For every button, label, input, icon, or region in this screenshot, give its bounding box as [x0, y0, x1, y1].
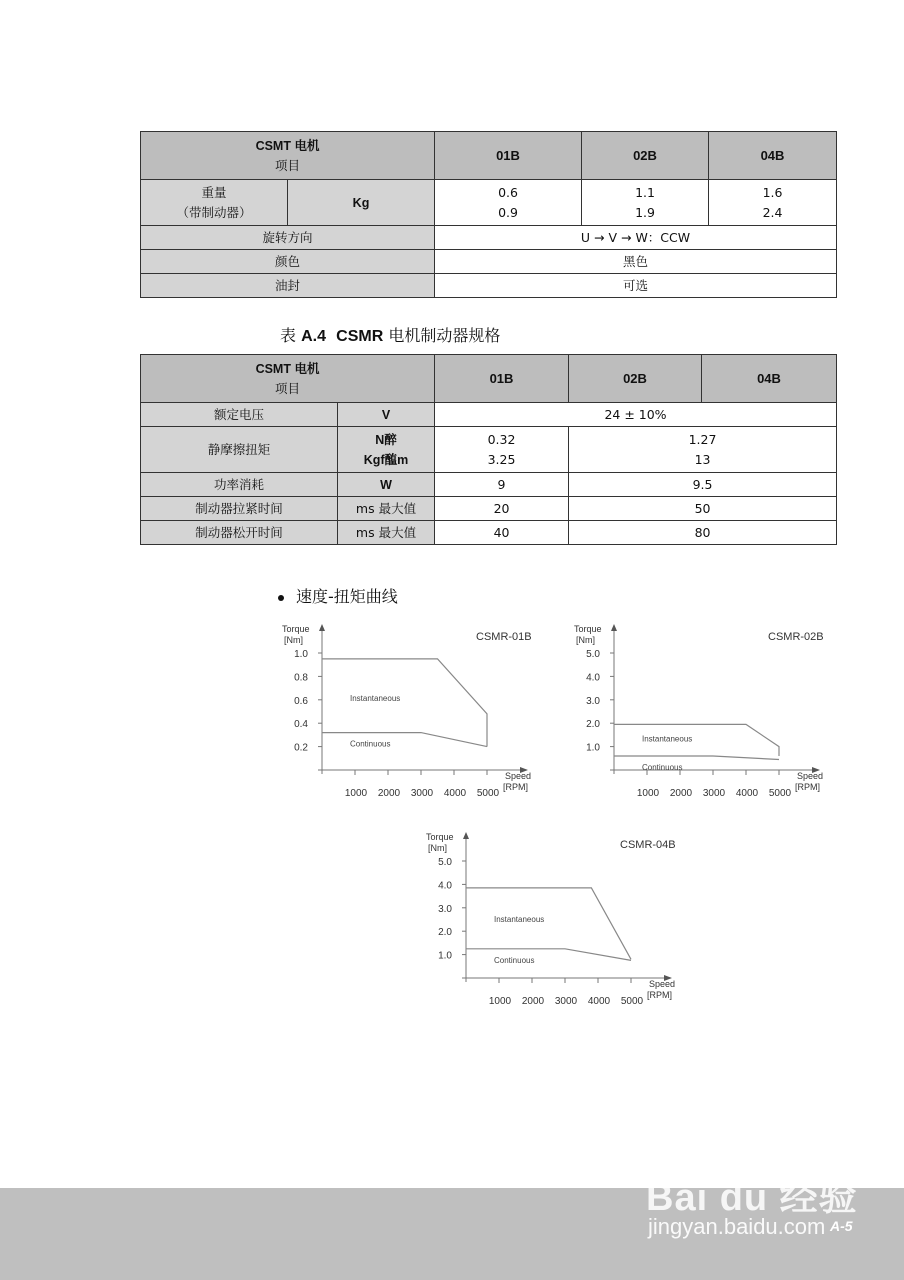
series-line-continuous — [466, 949, 631, 961]
section-heading — [278, 584, 398, 607]
seal-value: 可选 — [435, 274, 837, 298]
chart-title: CSMR-01B — [476, 631, 532, 643]
x-tick-label: 2000 — [669, 788, 693, 799]
series-line-instantaneous — [614, 724, 779, 756]
weight-04b-v2: 2.4 — [762, 204, 783, 220]
release-time-label: 制动器松开时间 — [141, 521, 338, 545]
color-label: 颜色 — [141, 250, 435, 274]
static-torque-unit-2: Kgf醢m — [363, 452, 409, 467]
y-axis-arrow — [611, 624, 617, 631]
pull-time-02b-04b: 50 — [569, 497, 837, 521]
weight-unit: Kg — [288, 180, 435, 226]
brake-spec-table — [140, 354, 837, 545]
y-tick-label: 1.0 — [294, 649, 308, 660]
weight-label: 重量 — [201, 184, 227, 200]
y-tick-label: 1.0 — [586, 742, 600, 754]
header2-model-01b: 01B — [435, 355, 569, 403]
voltage-label: 额定电压 — [141, 403, 338, 427]
caption-model: CSMR — [336, 328, 384, 345]
motor-spec-table — [140, 131, 837, 298]
x-tick-label: 2000 — [377, 788, 401, 799]
release-time-01b: 40 — [435, 521, 569, 545]
watermark-url: jingyan.baidu.com — [648, 1214, 826, 1239]
weight-01b-v1: 0.6 — [498, 184, 518, 200]
x-axis-label: Speed — [505, 771, 532, 781]
header2-item-cell — [141, 355, 435, 403]
static-torque-unit-1: N醉 — [375, 432, 397, 447]
chart-csmr-02b — [570, 618, 840, 803]
y-tick-label: 0.4 — [294, 719, 308, 731]
page-number: A-5 — [830, 1218, 853, 1234]
series-line-continuous — [322, 733, 487, 747]
power-01b: 9 — [435, 473, 569, 497]
x-tick-label: 3000 — [702, 788, 726, 799]
y-axis-arrow — [319, 624, 325, 631]
power-02b-04b: 9.5 — [569, 473, 837, 497]
y-axis-unit: [Nm] — [576, 635, 595, 645]
x-tick-label: 1000 — [636, 788, 660, 799]
header2-model-04b: 04B — [702, 355, 837, 403]
static-torque-label: 静摩擦扭矩 — [141, 427, 338, 473]
weight-label-note: （带制动器） — [176, 204, 252, 220]
pull-time-01b: 20 — [435, 497, 569, 521]
voltage-unit: V — [338, 403, 435, 427]
x-axis-unit: [RPM] — [795, 782, 821, 792]
y-tick-label: 0.2 — [294, 742, 308, 754]
series-line-continuous — [614, 756, 779, 760]
release-time-02b-04b: 80 — [569, 521, 837, 545]
header-model-02b: 02B — [582, 132, 709, 180]
section-title: 速度-扭矩曲线 — [296, 587, 398, 606]
header2-motor: CSMT 电机 — [255, 361, 320, 376]
y-tick-label: 4.0 — [438, 880, 452, 892]
header2-model-02b: 02B — [569, 355, 702, 403]
y-tick-label: 0.6 — [294, 695, 308, 707]
static-torque-01b-v1: 0.32 — [487, 431, 516, 447]
pull-time-unit-text: ms 最大值 — [355, 500, 417, 516]
color-value: 黑色 — [435, 250, 837, 274]
header-motor: CSMT 电机 — [255, 138, 320, 153]
x-axis-label: Speed — [797, 771, 824, 781]
caption-rest: 电机制动器规格 — [383, 326, 501, 345]
x-tick-label: 1000 — [344, 788, 368, 799]
static-torque-01b — [435, 427, 569, 473]
weight-02b — [582, 180, 709, 226]
y-axis-label: Torque — [426, 832, 454, 842]
table-caption — [280, 323, 500, 346]
weight-04b-v1: 1.6 — [762, 184, 783, 200]
header2-item-label: 项目 — [275, 380, 301, 396]
weight-01b — [435, 180, 582, 226]
static-torque-02b-v2: 13 — [694, 451, 711, 467]
series-label-continuous: Continuous — [642, 762, 683, 772]
y-axis-unit: [Nm] — [428, 843, 447, 853]
y-tick-label: 5.0 — [438, 857, 452, 868]
pull-time-label: 制动器拉紧时间 — [141, 497, 338, 521]
header-model-04b: 04B — [709, 132, 837, 180]
header-model-01b: 01B — [435, 132, 582, 180]
header-item-label: 项目 — [275, 157, 301, 173]
y-tick-label: 4.0 — [586, 672, 600, 684]
static-torque-02b-04b — [569, 427, 837, 473]
y-axis-label: Torque — [574, 624, 602, 634]
x-tick-label: 5000 — [768, 788, 792, 799]
seal-label: 油封 — [141, 274, 435, 298]
x-tick-label: 3000 — [410, 788, 434, 799]
weight-02b-v1: 1.1 — [635, 184, 655, 200]
pull-time-unit — [338, 497, 435, 521]
header-item-cell — [141, 132, 435, 180]
watermark-brand: Bai du 经验 — [646, 1177, 858, 1219]
x-tick-label: 5000 — [476, 788, 500, 799]
y-tick-label: 5.0 — [586, 649, 600, 660]
caption-prefix: 表 — [280, 326, 302, 345]
static-torque-units — [338, 427, 435, 473]
chart-title: CSMR-04B — [620, 839, 676, 851]
y-tick-label: 1.0 — [438, 950, 452, 962]
x-axis-label: Speed — [649, 979, 676, 989]
x-tick-label: 3000 — [554, 996, 578, 1007]
static-torque-02b-v1: 1.27 — [688, 431, 717, 447]
release-time-unit — [338, 521, 435, 545]
caption-number: A.4 — [301, 328, 326, 345]
series-line-instantaneous — [322, 659, 487, 747]
rotation-value: U → V → W：CCW — [435, 226, 837, 250]
x-tick-label: 5000 — [620, 996, 644, 1007]
weight-01b-v2: 0.9 — [498, 204, 518, 220]
y-axis-unit: [Nm] — [284, 635, 303, 645]
y-tick-label: 3.0 — [438, 903, 452, 915]
chart-csmr-04b — [422, 826, 692, 1011]
y-axis-arrow — [463, 832, 469, 839]
x-tick-label: 4000 — [735, 788, 759, 799]
bullet-dot — [278, 595, 284, 601]
x-tick-label: 4000 — [443, 788, 467, 799]
weight-label-cell — [141, 180, 288, 226]
rotation-label: 旋转方向 — [141, 226, 435, 250]
weight-02b-v2: 1.9 — [635, 204, 655, 220]
y-axis-label: Torque — [282, 624, 310, 634]
x-tick-label: 2000 — [521, 996, 545, 1007]
chart-csmr-01b — [278, 618, 548, 803]
x-axis-unit: [RPM] — [647, 990, 673, 1000]
y-tick-label: 3.0 — [586, 695, 600, 707]
x-tick-label: 4000 — [587, 996, 611, 1007]
series-label-continuous: Continuous — [350, 739, 391, 749]
weight-04b — [709, 180, 837, 226]
x-tick-label: 1000 — [488, 996, 512, 1007]
series-label-instantaneous: Instantaneous — [494, 915, 545, 925]
x-axis-unit: [RPM] — [503, 782, 529, 792]
y-tick-label: 0.8 — [294, 672, 308, 684]
release-time-unit-text: ms 最大值 — [355, 524, 417, 540]
y-tick-label: 2.0 — [586, 719, 600, 731]
series-label-continuous: Continuous — [494, 955, 535, 965]
power-label: 功率消耗 — [141, 473, 338, 497]
voltage-value: 24 ± 10% — [435, 403, 837, 427]
y-tick-label: 2.0 — [438, 927, 452, 939]
series-label-instantaneous: Instantaneous — [350, 694, 401, 704]
static-torque-01b-v2: 3.25 — [487, 451, 516, 467]
power-unit: W — [338, 473, 435, 497]
series-label-instantaneous: Instantaneous — [642, 734, 693, 744]
chart-title: CSMR-02B — [768, 631, 824, 643]
